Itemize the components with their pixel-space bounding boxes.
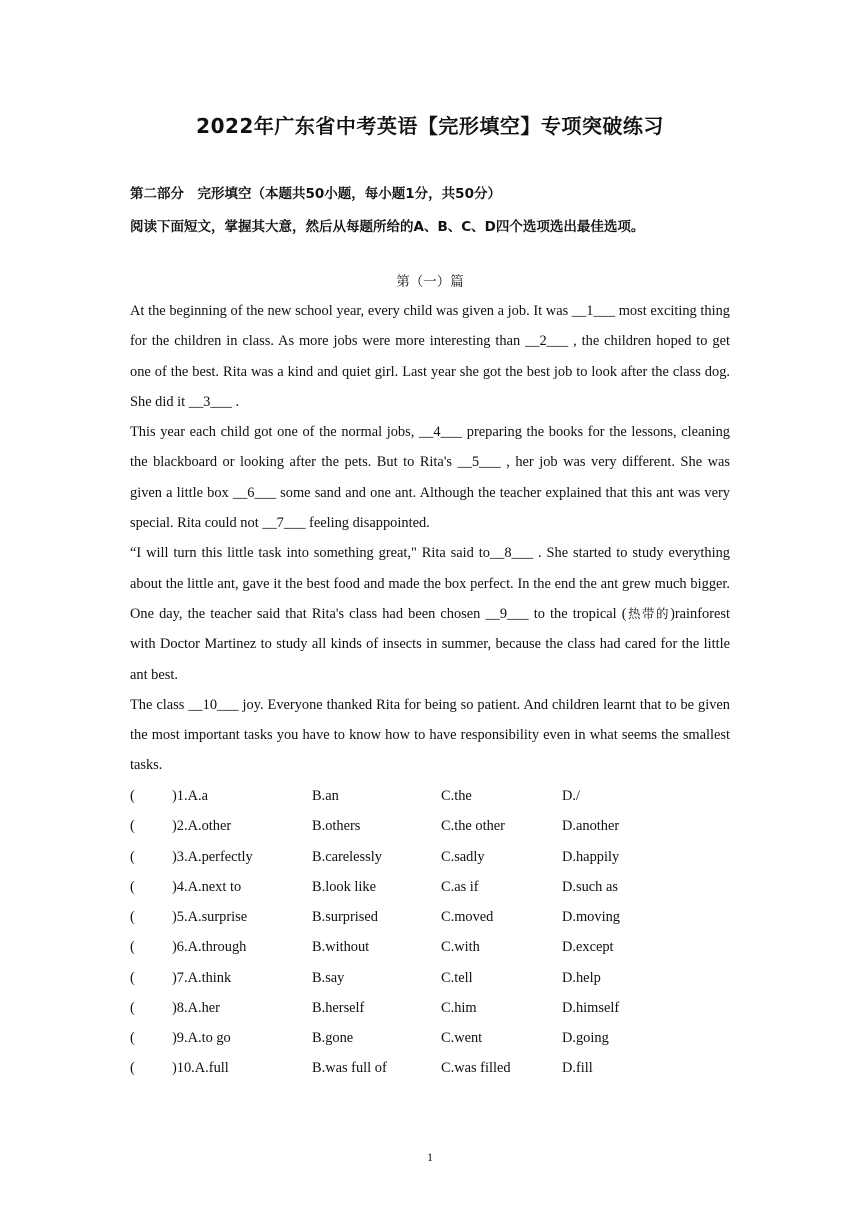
option-d: D.fill: [562, 1060, 593, 1077]
passage: [130, 296, 730, 781]
answer-blank: (: [130, 1060, 135, 1077]
option-d: D.happily: [562, 848, 620, 865]
passage-paragraph-2: This year each child got one of the normal jobs, __4___ preparing the books for the lessons, cleaning the blackboard or looking after the pets. But to Rita's __5___ , her job was very different. She was given a little box __6___ some sand and one ant. Although the teacher explained that this ant was very special. Rita could not __7___ feeling disappointed.: [130, 424, 730, 532]
option-a: )10.A.full: [172, 1060, 229, 1077]
option-c: C.the other: [441, 818, 505, 835]
page-number: 1: [427, 1150, 433, 1164]
question-row: [130, 902, 730, 932]
option-b: B.look like: [312, 878, 376, 895]
option-b: B.was full of: [312, 1060, 387, 1077]
section-heading: 第二部分 完形填空（本题共50小题，每小题1分，共50分）: [130, 186, 501, 202]
option-c: C.the: [441, 788, 472, 804]
passage-heading: 第（一）篇: [396, 274, 464, 290]
option-c: C.went: [441, 1030, 483, 1046]
option-d: D.except: [562, 939, 614, 956]
option-a: )3.A.perfectly: [172, 848, 253, 865]
option-a: )1.A.a: [172, 788, 208, 804]
option-a: )6.A.through: [172, 939, 247, 956]
question-row: [130, 842, 730, 872]
option-a: )4.A.next to: [172, 878, 242, 895]
question-row: [130, 1023, 730, 1053]
option-b: B.herself: [312, 999, 365, 1016]
question-row: [130, 932, 730, 962]
option-c: C.sadly: [441, 848, 485, 865]
answer-blank: (: [130, 909, 135, 925]
option-a: )7.A.think: [172, 969, 232, 986]
option-b: B.an: [312, 788, 339, 804]
option-d: D.help: [562, 969, 601, 986]
question-row: [130, 811, 730, 841]
option-d: D.moving: [562, 909, 620, 925]
option-c: C.was filled: [441, 1060, 511, 1077]
answer-blank: (: [130, 788, 135, 804]
option-d: D.another: [562, 818, 620, 835]
passage-paragraph-3: [130, 538, 730, 689]
option-a: )9.A.to go: [172, 1030, 231, 1046]
question-row: [130, 1053, 730, 1083]
option-d: D.going: [562, 1030, 609, 1046]
option-d: D.himself: [562, 999, 620, 1016]
option-c: C.moved: [441, 909, 494, 925]
option-a: )5.A.surprise: [172, 909, 248, 925]
option-b: B.carelessly: [312, 848, 382, 865]
answer-blank: (: [130, 999, 135, 1016]
answer-blank: (: [130, 939, 135, 956]
option-a: )8.A.her: [172, 999, 220, 1016]
option-c: C.with: [441, 939, 480, 956]
answer-blank: (: [130, 969, 135, 986]
chinese-gloss: 热带的: [626, 605, 671, 621]
option-a: )2.A.other: [172, 818, 232, 835]
passage-paragraph-4: The class __10___ joy. Everyone thanked Rita for being so patient. And children learnt that to be given the most important tasks you have to know how to have responsibility even in what seems the smallest tasks.: [130, 696, 730, 774]
question-row: [130, 872, 730, 902]
option-d: D./: [562, 788, 580, 804]
paragraph-3-text-start: “I will turn this little task into something great," Rita said to__8___ . She started to study everything about the little ant, gave it the best food and made the box perfect. In the end the ant grew much bigger. One day, the teacher said that Rita's class had been chosen __9___ to the tropical (: [130, 545, 730, 622]
option-b: B.gone: [312, 1030, 354, 1046]
option-b: B.others: [312, 818, 361, 835]
answer-options: [130, 781, 730, 1084]
question-row: [130, 993, 730, 1023]
option-c: C.him: [441, 999, 477, 1016]
option-b: B.without: [312, 939, 370, 956]
answer-blank: (: [130, 818, 135, 835]
option-b: B.say: [312, 969, 345, 986]
paragraph-3-text-end: )rainforest with Doctor Martinez to study all kinds of insects in summer, because the class had cared for the little ant best.: [130, 605, 730, 683]
answer-blank: (: [130, 848, 135, 865]
option-c: C.as if: [441, 878, 479, 895]
answer-blank: (: [130, 1030, 135, 1046]
option-b: B.surprised: [312, 909, 378, 925]
passage-paragraph-1: At the beginning of the new school year, every child was given a job. It was __1___ most exciting thing for the children in class. As more jobs were more interesting than __2___ , the children hoped to get one of the best. Rita was a kind and quiet girl. Last year she got the best job to look after the class dog. She did it __3___ .: [130, 303, 730, 410]
option-c: C.tell: [441, 969, 473, 986]
answer-blank: (: [130, 878, 135, 895]
question-row: [130, 963, 730, 993]
document-title: 2022年广东省中考英语【完形填空】专项突破练习: [196, 114, 664, 138]
option-d: D.such as: [562, 878, 618, 895]
instructions: 阅读下面短文，掌握其大意，然后从每题所给的A、B、C、D四个选项选出最佳选项。: [130, 219, 645, 235]
question-row: [130, 781, 730, 811]
